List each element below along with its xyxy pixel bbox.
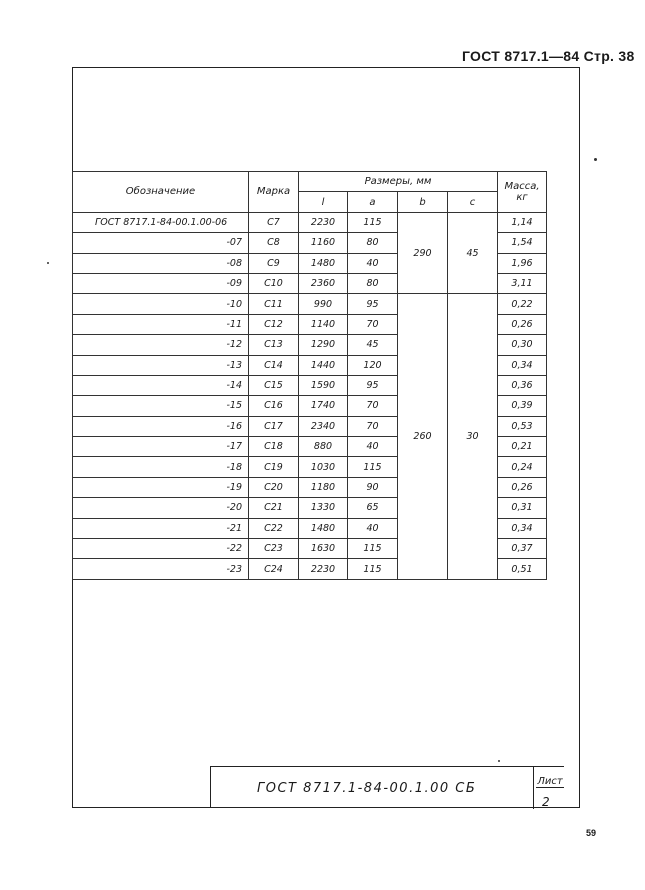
l-cell: 1480 bbox=[299, 518, 348, 538]
c-cell: 30 bbox=[448, 294, 498, 579]
designation-cell: -07 bbox=[73, 233, 249, 253]
mark-cell: С17 bbox=[249, 416, 299, 436]
designation-cell: -08 bbox=[73, 253, 249, 273]
mass-cell: 0,34 bbox=[498, 355, 547, 375]
designation-cell: -15 bbox=[73, 396, 249, 416]
mass-cell: 0,21 bbox=[498, 437, 547, 457]
mark-cell: С9 bbox=[249, 253, 299, 273]
header-dimensions: Размеры, мм bbox=[299, 172, 498, 192]
mass-cell: 3,11 bbox=[498, 273, 547, 293]
mass-cell: 0,37 bbox=[498, 539, 547, 559]
header-mass: Масса, кг bbox=[498, 172, 547, 213]
designation-cell: ГОСТ 8717.1-84-00.1.00-06 bbox=[73, 212, 249, 232]
mass-cell: 1,54 bbox=[498, 233, 547, 253]
a-cell: 70 bbox=[348, 314, 398, 334]
mark-cell: С19 bbox=[249, 457, 299, 477]
mark-cell: С12 bbox=[249, 314, 299, 334]
scan-speck bbox=[47, 262, 49, 264]
a-cell: 115 bbox=[348, 539, 398, 559]
sheet-number: 2 bbox=[542, 795, 550, 809]
mass-cell: 0,22 bbox=[498, 294, 547, 314]
l-cell: 2230 bbox=[299, 212, 348, 232]
mass-cell: 0,51 bbox=[498, 559, 547, 579]
designation-cell: -14 bbox=[73, 375, 249, 395]
mark-cell: С15 bbox=[249, 375, 299, 395]
table-row bbox=[73, 212, 547, 232]
designation-cell: -17 bbox=[73, 437, 249, 457]
a-cell: 70 bbox=[348, 416, 398, 436]
a-cell: 65 bbox=[348, 498, 398, 518]
a-cell: 80 bbox=[348, 273, 398, 293]
mass-cell: 0,30 bbox=[498, 335, 547, 355]
header-b: b bbox=[398, 192, 448, 212]
a-cell: 45 bbox=[348, 335, 398, 355]
a-cell: 40 bbox=[348, 253, 398, 273]
table-row bbox=[73, 294, 547, 314]
a-cell: 80 bbox=[348, 233, 398, 253]
l-cell: 2340 bbox=[299, 416, 348, 436]
a-cell: 90 bbox=[348, 477, 398, 497]
designation-cell: -19 bbox=[73, 477, 249, 497]
mark-cell: С7 bbox=[249, 212, 299, 232]
mark-cell: С13 bbox=[249, 335, 299, 355]
c-cell: 45 bbox=[448, 212, 498, 294]
header-c: c bbox=[448, 192, 498, 212]
l-cell: 1480 bbox=[299, 253, 348, 273]
mark-cell: С14 bbox=[249, 355, 299, 375]
a-cell: 95 bbox=[348, 375, 398, 395]
designation-cell: -11 bbox=[73, 314, 249, 334]
l-cell: 1140 bbox=[299, 314, 348, 334]
a-cell: 70 bbox=[348, 396, 398, 416]
mark-cell: С20 bbox=[249, 477, 299, 497]
mark-cell: С16 bbox=[249, 396, 299, 416]
a-cell: 95 bbox=[348, 294, 398, 314]
l-cell: 1440 bbox=[299, 355, 348, 375]
designation-cell: -12 bbox=[73, 335, 249, 355]
designation-cell: -18 bbox=[73, 457, 249, 477]
mass-cell: 1,14 bbox=[498, 212, 547, 232]
designation-cell: -23 bbox=[73, 559, 249, 579]
sheet-label: Лист bbox=[537, 776, 563, 787]
l-cell: 1590 bbox=[299, 375, 348, 395]
mark-cell: С11 bbox=[249, 294, 299, 314]
mass-cell: 0,53 bbox=[498, 416, 547, 436]
designation-cell: -10 bbox=[73, 294, 249, 314]
mark-cell: С23 bbox=[249, 539, 299, 559]
mark-cell: С8 bbox=[249, 233, 299, 253]
a-cell: 40 bbox=[348, 437, 398, 457]
document-header: ГОСТ 8717.1—84 Стр. 38 bbox=[462, 48, 635, 64]
designation-cell: -16 bbox=[73, 416, 249, 436]
mark-cell: С18 bbox=[249, 437, 299, 457]
dimensions-table bbox=[72, 171, 547, 580]
designation-cell: -09 bbox=[73, 273, 249, 293]
mass-cell: 0,24 bbox=[498, 457, 547, 477]
mass-cell: 0,39 bbox=[498, 396, 547, 416]
designation-cell: -22 bbox=[73, 539, 249, 559]
title-block bbox=[210, 766, 564, 808]
l-cell: 1290 bbox=[299, 335, 348, 355]
mass-cell: 0,26 bbox=[498, 314, 547, 334]
designation-cell: -20 bbox=[73, 498, 249, 518]
mark-cell: С24 bbox=[249, 559, 299, 579]
mass-cell: 1,96 bbox=[498, 253, 547, 273]
a-cell: 40 bbox=[348, 518, 398, 538]
b-cell: 290 bbox=[398, 212, 448, 294]
scan-speck bbox=[498, 760, 500, 762]
l-cell: 990 bbox=[299, 294, 348, 314]
designation-cell: -21 bbox=[73, 518, 249, 538]
l-cell: 1740 bbox=[299, 396, 348, 416]
sheet-box bbox=[533, 767, 565, 809]
a-cell: 115 bbox=[348, 212, 398, 232]
scan-speck bbox=[594, 158, 597, 161]
l-cell: 880 bbox=[299, 437, 348, 457]
header-a: a bbox=[348, 192, 398, 212]
mass-cell: 0,36 bbox=[498, 375, 547, 395]
mass-cell: 0,31 bbox=[498, 498, 547, 518]
l-cell: 1160 bbox=[299, 233, 348, 253]
b-cell: 260 bbox=[398, 294, 448, 579]
a-cell: 115 bbox=[348, 457, 398, 477]
mark-cell: С10 bbox=[249, 273, 299, 293]
header-l: l bbox=[299, 192, 348, 212]
l-cell: 1630 bbox=[299, 539, 348, 559]
a-cell: 120 bbox=[348, 355, 398, 375]
drawing-code: ГОСТ 8717.1-84-00.1.00 СБ bbox=[257, 781, 477, 796]
l-cell: 2360 bbox=[299, 273, 348, 293]
mass-cell: 0,26 bbox=[498, 477, 547, 497]
designation-cell: -13 bbox=[73, 355, 249, 375]
mass-cell: 0,34 bbox=[498, 518, 547, 538]
header-mark: Марка bbox=[249, 172, 299, 213]
l-cell: 2230 bbox=[299, 559, 348, 579]
mark-cell: С21 bbox=[249, 498, 299, 518]
mark-cell: С22 bbox=[249, 518, 299, 538]
header-designation: Обозначение bbox=[73, 172, 249, 213]
l-cell: 1180 bbox=[299, 477, 348, 497]
l-cell: 1030 bbox=[299, 457, 348, 477]
l-cell: 1330 bbox=[299, 498, 348, 518]
page-number: 59 bbox=[586, 828, 597, 838]
a-cell: 115 bbox=[348, 559, 398, 579]
